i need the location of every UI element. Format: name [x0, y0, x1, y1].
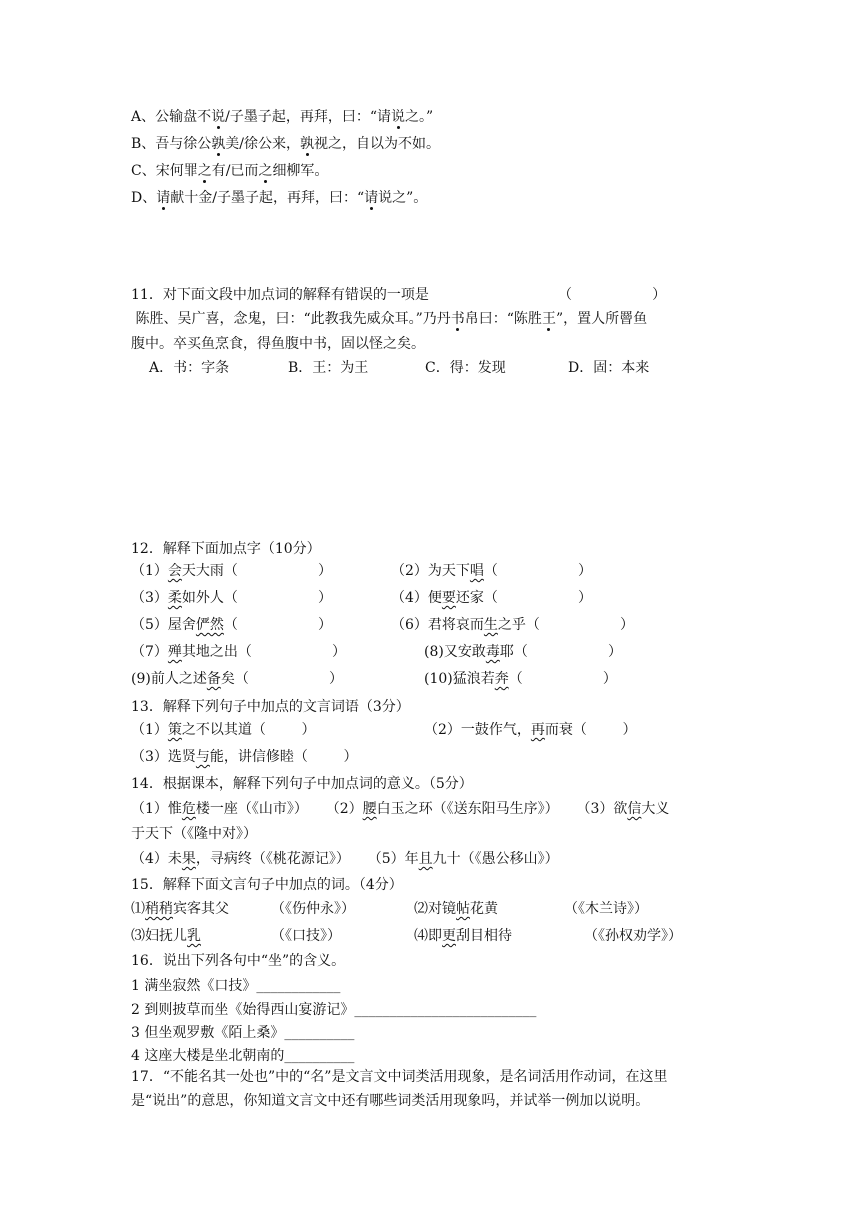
- q15-item-3: ⑶妇抚儿乳 （《口技》）: [131, 928, 341, 944]
- q16-title: 16．说出下列各句中“坐”的含义。: [131, 953, 346, 969]
- q11-stem: 11．对下面文段中加点词的解释有错误的一项是: [131, 287, 429, 303]
- dotted-char: 孰: [300, 136, 315, 152]
- q10-option-d: D、请献十金/子墨子起，再拜，曰：“请说之”。: [131, 190, 428, 206]
- source-citation: （《木兰诗》）: [564, 901, 648, 917]
- q11-option-a: A．书：字条: [149, 360, 230, 376]
- q14-line-3: （4）未果，寻病终（《桃花源记》） （5）年且九十（《愚公移山》）: [131, 851, 559, 867]
- q17-line-2: 是“说出”的意思，你知道文言文中还有哪些词类活用现象吗，并试举一例加以说明。: [131, 1093, 650, 1109]
- q10-option-b: B、吾与徐公孰美/徐公来，孰视之，自以为不如。: [131, 136, 441, 152]
- q13-item-3: （3）选贤与能，讲信修睦（ ）: [131, 749, 358, 765]
- wavy-underlined-char: 奔: [494, 671, 509, 687]
- wavy-underlined-char: 稍稍: [145, 901, 173, 917]
- source-citation: （《伤仲永》）: [271, 901, 355, 917]
- wavy-underlined-char: 信: [627, 801, 642, 817]
- q16-line-3: 3 但坐观罗敷《陌上桑》__________: [131, 1025, 355, 1041]
- source-citation: （《孙权劝学》）: [584, 928, 682, 944]
- wavy-underlined-char: 柔: [167, 590, 182, 606]
- q12-item-8: (8)又安敢毒耶（ ）: [424, 644, 622, 660]
- q17-line-1: 17．“不能名其一处也”中的“名”是文言文中词类活用现象，是名词活用作动词，在这里: [131, 1069, 668, 1085]
- q10-option-a: A、公输盘不说/子墨子起，再拜，曰：“请说之。”: [131, 109, 434, 125]
- q16-line-1: 1 满坐寂然《口技》____________: [131, 978, 341, 994]
- q10-option-c: C、宋何罪之有/已而之细柳军。: [131, 163, 329, 179]
- wavy-underlined-char: 殚: [167, 644, 182, 660]
- q15-item-2: ⑵对镜帖花黄 （《木兰诗》）: [414, 901, 648, 917]
- dotted-char: 孰: [211, 136, 226, 152]
- q11-passage-line-1: 陈胜、吴广喜，念鬼，曰：“此教我先威众耳。”乃丹书帛曰：“陈胜王”，置人所罾鱼: [131, 311, 648, 327]
- dotted-char: 王: [541, 311, 556, 327]
- wavy-underlined-char: 危: [181, 801, 196, 817]
- source-citation: （《口技》）: [271, 928, 341, 944]
- q11-answer-paren: （ ）: [558, 287, 667, 303]
- wavy-underlined-char: 毒: [485, 644, 500, 660]
- q14-line-1: （1）惟危楼一座（《山市》） （2）腰白玉之环（《送东阳马生序》） （3）欲信大义: [131, 801, 670, 817]
- q15-title: 15．解释下面文言句子中加点的词。（4分）: [131, 877, 403, 893]
- dotted-char: 说: [211, 109, 226, 125]
- q12-item-9: (9)前人之述备矣（ ）: [131, 671, 343, 687]
- wavy-underlined-char: 乳: [187, 928, 201, 944]
- wavy-underlined-char: 与: [195, 749, 210, 765]
- q13-item-1: （1）策之不以其道（ ）: [131, 722, 316, 738]
- q14-line-2: 于天下（《隆中对》）: [131, 826, 257, 842]
- q12-item-4: （4）便要还家（ ）: [391, 590, 593, 606]
- q16-line-2: 2 到则披草而坐《始得西山宴游记》__________________________: [131, 1002, 537, 1018]
- q14-title: 14．根据课本，解释下列句子中加点词的意义。（5分）: [131, 776, 473, 792]
- q11-option-b: B．王：为王: [288, 360, 369, 376]
- wavy-underlined-char: 果: [181, 851, 196, 867]
- q12-item-7: （7）殚其地之出（ ）: [131, 644, 347, 660]
- q15-item-1: ⑴稍稍宾客其父 （《伤仲永》）: [131, 901, 355, 917]
- wavy-underlined-char: 更: [442, 928, 456, 944]
- wavy-underlined-char: 帖: [456, 901, 470, 917]
- q15-item-4: ⑷即更刮目相待 （《孙权劝学》）: [414, 928, 682, 944]
- q13-title: 13．解释下列句子中加点的文言词语（3分）: [131, 699, 410, 715]
- wavy-underlined-char: 生: [483, 617, 498, 633]
- wavy-underlined-char: 且: [418, 851, 433, 867]
- q11-option-c: C．得：发现: [425, 360, 506, 376]
- wavy-underlined-char: 再: [530, 722, 545, 738]
- wavy-underlined-char: 策: [167, 722, 182, 738]
- q11-passage-line-2: 腹中。卒买鱼烹食，得鱼腹中书，固以怪之矣。: [131, 336, 425, 352]
- wavy-underlined-char: 唱: [469, 563, 484, 579]
- dotted-char: 之: [258, 163, 273, 179]
- q12-title: 12．解释下面加点字（10分）: [131, 541, 321, 557]
- wavy-underlined-char: 会: [167, 563, 182, 579]
- q16-line-4: 4 这座大楼是坐北朝南的__________: [131, 1048, 355, 1064]
- q12-item-1: （1）会天大雨（ ）: [131, 563, 333, 579]
- q12-item-3: （3）柔如外人（ ）: [131, 590, 333, 606]
- dotted-char: 请: [364, 190, 379, 206]
- dotted-char: 之: [197, 163, 212, 179]
- q12-item-6: （6）君将哀而生之乎（ ）: [391, 617, 635, 633]
- wavy-underlined-char: 备: [206, 671, 221, 687]
- q13-item-2: （2）一鼓作气，再而衰（ ）: [424, 722, 637, 738]
- q12-item-5: （5）屋舍俨然（ ）: [131, 617, 333, 633]
- wavy-underlined-char: 要: [441, 590, 456, 606]
- q12-item-10: (10)猛浪若奔（ ）: [424, 671, 617, 687]
- wavy-underlined-char: 俨然: [195, 617, 224, 633]
- wavy-underlined-char: 腰: [362, 801, 377, 817]
- q11-option-d: D．固：本来: [568, 360, 650, 376]
- dotted-char: 书: [450, 311, 465, 327]
- dotted-char: 请: [156, 190, 171, 206]
- q12-item-2: （2）为天下唱（ ）: [391, 563, 593, 579]
- dotted-char: 说: [391, 109, 405, 125]
